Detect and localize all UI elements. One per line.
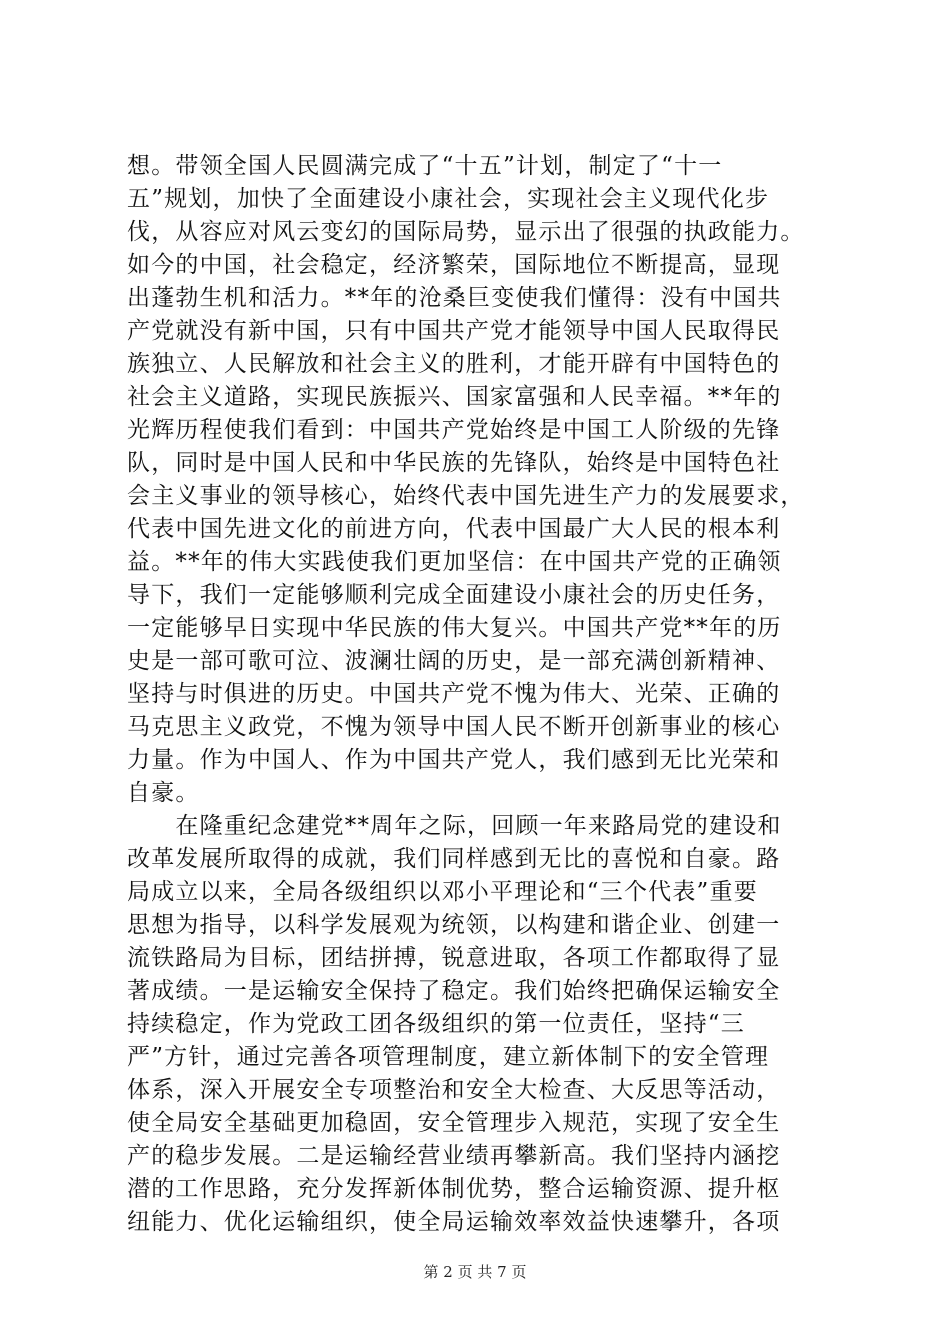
text-line: 流铁路局为目标，团结拼搏，锐意进取，各项工作都取得了显 (127, 945, 781, 971)
text-line: 如今的中国，社会稳定，经济繁荣，国际地位不断提高，显现 (127, 252, 781, 278)
text-line: 马克思主义政党，不愧为领导中国人民不断开创新事业的核心 (127, 714, 781, 740)
text-line: 自豪。 (127, 780, 200, 806)
text-line: 纽能力、优化运输组织，使全局运输效率效益快速攀升，各项 (127, 1209, 781, 1235)
text-line: 在隆重纪念建党**周年之际，回顾一年来路局党的建设和 (127, 813, 782, 839)
text-line: 五”规划，加快了全面建设小康社会，实现社会主义现代化步 (127, 186, 770, 212)
text-line: 伐，从容应对风云变幻的国际局势，显示出了很强的执政能力。 (127, 219, 805, 245)
text-line: 出蓬勃生机和活力。**年的沧桑巨变使我们懂得：没有中国共 (127, 285, 782, 311)
text-line: 一定能够早日实现中华民族的伟大复兴。中国共产党**年的历 (127, 615, 782, 641)
text-line: 局成立以来，全局各级组织以邓小平理论和“三个代表”重要 (127, 879, 758, 905)
text-line: 产的稳步发展。二是运输经营业绩再攀新高。我们坚持内涵挖 (127, 1143, 781, 1169)
text-line: 光辉历程使我们看到：中国共产党始终是中国工人阶级的先锋 (127, 417, 781, 443)
text-line: 坚持与时俱进的历史。中国共产党不愧为伟大、光荣、正确的 (127, 681, 781, 707)
text-line: 社会主义道路，实现民族振兴、国家富强和人民幸福。**年的 (127, 384, 782, 410)
text-line: 使全局安全基础更加稳固，安全管理步入规范，实现了安全生 (127, 1110, 781, 1136)
text-line: 队，同时是中国人民和中华民族的先锋队，始终是中国特色社 (127, 450, 781, 476)
text-line: 力量。作为中国人、作为中国共产党人，我们感到无比光荣和 (127, 747, 781, 773)
text-line: 改革发展所取得的成就，我们同样感到无比的喜悦和自豪。路 (127, 846, 781, 872)
text-line: 族独立、人民解放和社会主义的胜利，才能开辟有中国特色的 (127, 351, 781, 377)
text-line: 思想为指导，以科学发展观为统领，以构建和谐企业、创建一 (127, 912, 781, 938)
text-line: 体系，深入开展安全专项整治和安全大检查、大反思等活动， (127, 1077, 781, 1103)
text-line: 导下，我们一定能够顺利完成全面建设小康社会的历史任务， (127, 582, 781, 608)
text-line: 著成绩。一是运输安全保持了稳定。我们始终把确保运输安全 (127, 978, 781, 1004)
text-line: 严”方针，通过完善各项管理制度，建立新体制下的安全管理 (127, 1044, 770, 1070)
text-line: 持续稳定，作为党政工团各级组织的第一位责任，坚持“三 (127, 1011, 745, 1037)
page-number-footer: 第 2 页 共 7 页 (423, 1263, 527, 1281)
text-line: 益。**年的伟大实践使我们更加坚信：在中国共产党的正确领 (127, 549, 782, 575)
text-line: 会主义事业的领导核心，始终代表中国先进生产力的发展要求， (127, 483, 805, 509)
text-line: 想。带领全国人民圆满完成了“十五”计划，制定了“十一 (127, 153, 723, 179)
text-line: 潜的工作思路，充分发挥新体制优势，整合运输资源、提升枢 (127, 1176, 781, 1202)
text-line: 史是一部可歌可泣、波澜壮阔的历史，是一部充满创新精神、 (127, 648, 781, 674)
document-body (127, 150, 827, 1239)
text-line: 代表中国先进文化的前进方向，代表中国最广大人民的根本利 (127, 516, 781, 542)
text-line: 产党就没有新中国，只有中国共产党才能领导中国人民取得民 (127, 318, 781, 344)
